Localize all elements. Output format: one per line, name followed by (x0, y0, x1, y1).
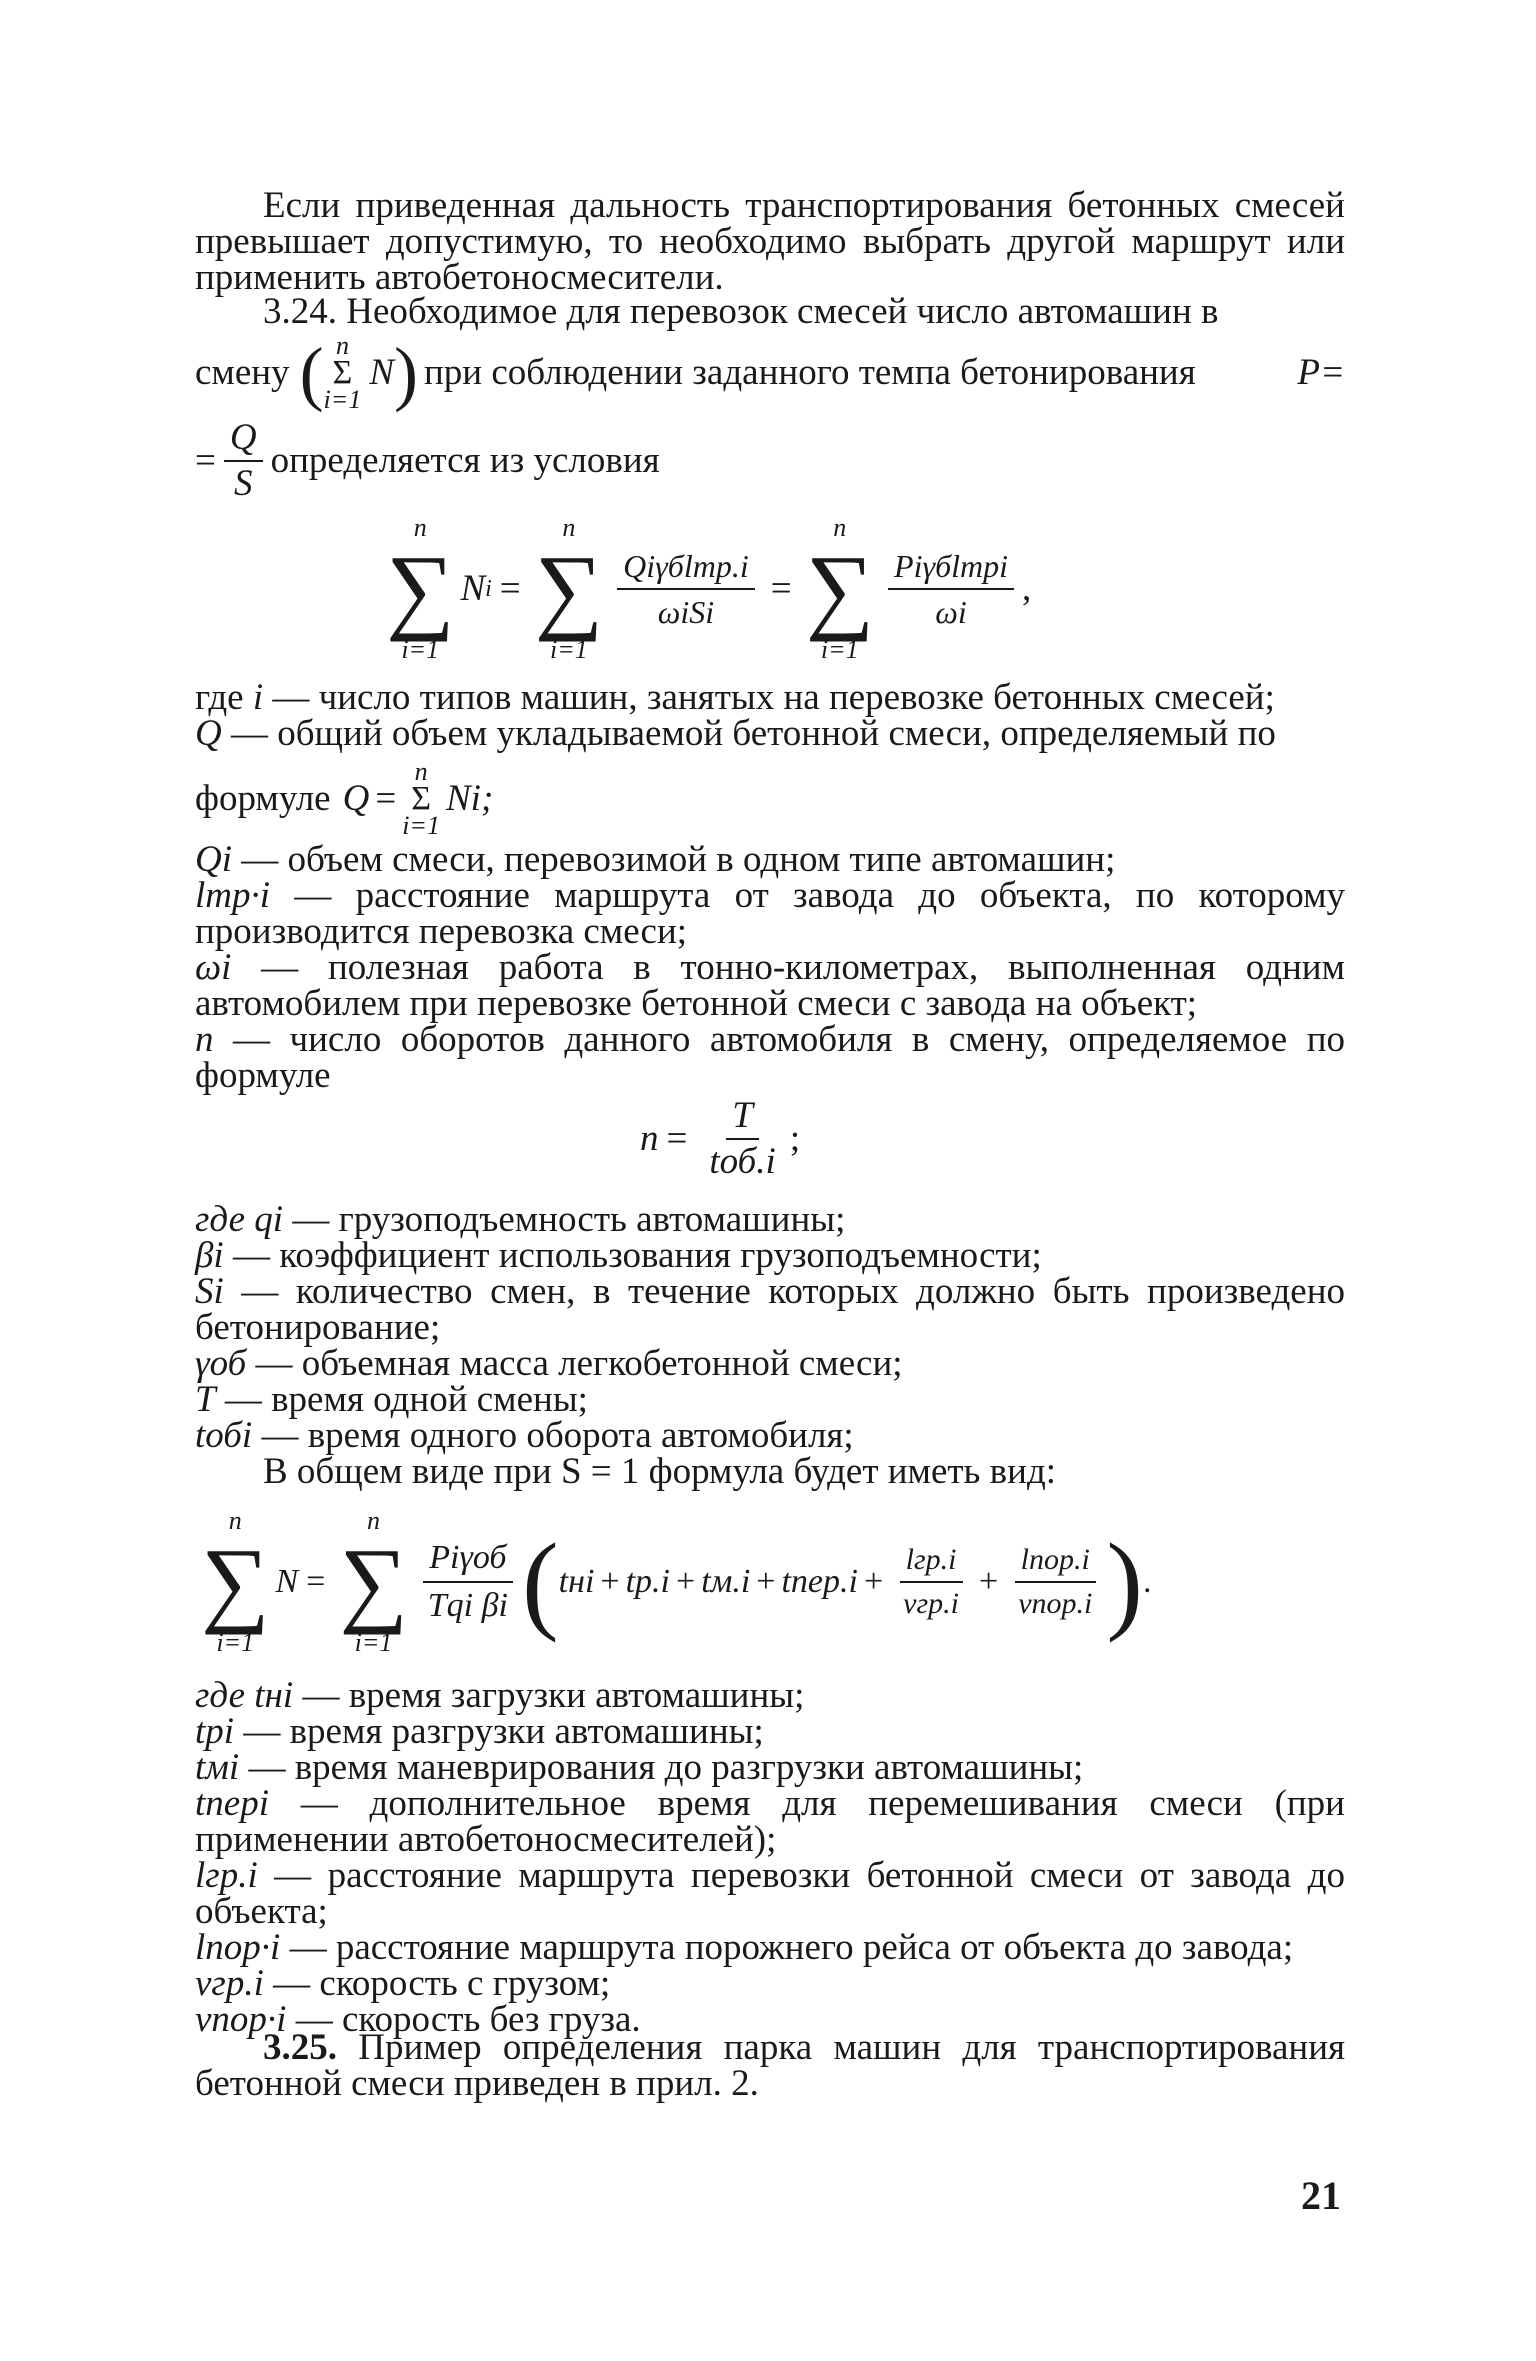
sum-1 (201, 1508, 269, 1656)
var-N: N (369, 352, 395, 393)
frac-den: S (233, 463, 253, 504)
def-sym: T (195, 1379, 216, 1420)
def-Q (195, 713, 1345, 754)
frac-num: lгр.i (900, 1543, 963, 1583)
section-3-24-line3 (195, 417, 660, 504)
sigma-icon: ∑ (386, 535, 455, 642)
sigma-icon: ∑ (339, 1528, 408, 1635)
eq: = (306, 1563, 326, 1600)
sigma-icon: ∑ (805, 535, 875, 642)
plus: + (600, 1563, 620, 1600)
trail: , (1022, 568, 1032, 609)
def-sym: где qi (195, 1199, 284, 1240)
frac-num: Piγбlтрi (888, 548, 1014, 590)
def-text: — время разгрузки автомашины; (234, 1711, 764, 1752)
plus: + (676, 1563, 696, 1600)
eq-sign: = (195, 440, 216, 481)
def-text: — дополнительное время для перемешивания смеси (при применении автобетоносмесителей); (195, 1783, 1345, 1860)
sum-upper: n (833, 513, 847, 542)
word-smenu: смену (195, 352, 290, 393)
sum-lower: i=1 (323, 385, 362, 414)
def-text: — скорость без груза. (286, 1999, 641, 2040)
eq: = (770, 568, 792, 609)
eq: = (666, 1118, 688, 1159)
frac-num: Q (224, 420, 263, 462)
plus: + (979, 1563, 999, 1600)
num-Q: Q (623, 548, 647, 584)
def-sym: lтр·i (195, 875, 271, 916)
sigma-icon: ∑ (534, 535, 604, 642)
def-text: — время загрузки автомашины; (293, 1675, 805, 1716)
sigma-icon: ∑ (201, 1528, 270, 1635)
def-tper (195, 1783, 1345, 1860)
def-text: — расстояние маршрута перевозки бетонной смеси от завода до объекта; (195, 1855, 1345, 1932)
def-text: — полезная работа в тонно-километрах, выполненная одним автомобилем при перевозке бетонной смеси с завода на объект; (195, 947, 1345, 1024)
def-Si (195, 1271, 1345, 1348)
def-text: — объем смеси, перевозимой в одном типе автомашин; (232, 839, 1116, 880)
sum-upper: n (562, 513, 576, 542)
fraction-main (422, 1539, 514, 1625)
frac-num: T (726, 1098, 759, 1140)
def-qi (195, 1199, 1345, 1240)
rhs: Ni; (445, 778, 494, 819)
def-beta (195, 1235, 1345, 1276)
line2-after: при соблюдении заданного темпа бетонирования (424, 352, 1196, 393)
trail: . (1142, 1563, 1152, 1600)
def-sym: Q (195, 713, 222, 754)
def-sym: tмi (195, 1747, 240, 1788)
small-sum (402, 757, 440, 840)
sum-upper: n (413, 513, 427, 542)
right-paren: ) (394, 333, 418, 413)
def-text: — время одного оборота автомобиля; (252, 1415, 854, 1456)
t-mix: tпер.i (781, 1563, 858, 1600)
def-text: — время одной смены; (215, 1379, 588, 1420)
def-sym: где tнi (195, 1675, 294, 1716)
def-text: — общий объем укладываемой бетонной смеси, определяемый по (221, 713, 1276, 754)
fraction-2 (888, 548, 1014, 630)
def-text: — время маневрирования до разгрузки автомашины; (239, 1747, 1084, 1788)
sum-lower: i=1 (216, 1628, 255, 1657)
def-sym: n (195, 1019, 214, 1060)
def-text: — число типов машин, занятых на перевозке бетонных смесей; (263, 677, 1275, 718)
section-3-25-text: Пример определения парка машин для транспортирования бетонной смеси приведен в прил. 2. (195, 2027, 1346, 2104)
t-maneuver: tм.i (701, 1563, 751, 1600)
def-sym: vпор·i (195, 1999, 287, 2040)
formula-Q (195, 757, 494, 840)
frac-den: vпор.i (1018, 1587, 1093, 1620)
sum-upper: n (228, 1506, 242, 1535)
sum-lower: i=1 (354, 1628, 393, 1657)
fraction-n (703, 1095, 781, 1182)
def-vgr (195, 1963, 1345, 2004)
var-P: P= (1297, 352, 1345, 393)
sum-2 (535, 515, 603, 663)
def-text: — расстояние маршрута порожнего рейса от объекта до завода; (280, 1927, 1294, 1968)
def-text: — расстояние маршрута от завода до объекта, по которому производится перевозка смеси; (195, 875, 1345, 952)
def-text: — коэффициент использования грузоподъемности; (223, 1235, 1042, 1276)
fraction-Q-S (224, 417, 263, 504)
left-paren: ( (299, 333, 324, 413)
def-text: — количество смен, в течение которых должно быть произведено бетонирование; (195, 1271, 1345, 1348)
frac-den: Tqi βi (427, 1587, 508, 1624)
section-3-24-heading (195, 291, 1345, 332)
frac-num (617, 548, 755, 590)
def-text: — скорость с грузом; (263, 1963, 611, 2004)
num-rest: iγбlтр.i (646, 548, 749, 584)
section-number: 3.24. (263, 291, 337, 332)
t-load: tнi (558, 1563, 595, 1600)
eq: = (499, 568, 521, 609)
def-lpor (195, 1927, 1345, 1968)
fraction-1 (617, 548, 755, 630)
sum-lower: i=1 (820, 635, 859, 664)
plus: + (863, 1563, 884, 1600)
def-sym: vгр.i (195, 1963, 264, 2004)
frac-den: ωi (935, 594, 967, 630)
formula-n (640, 1095, 801, 1182)
lhs-sub: i (485, 576, 492, 602)
sum-lower: i=1 (402, 811, 440, 840)
def-sym: βi (195, 1235, 224, 1276)
sum-lower: i=1 (550, 635, 588, 664)
fraction-empty (1012, 1543, 1098, 1621)
def-i: где i — число типов машин, занятых на перевозке бетонных смесей; (195, 677, 1275, 718)
def-tm (195, 1747, 1345, 1788)
lhs-n: n (640, 1118, 659, 1159)
def-tp (195, 1711, 1345, 1752)
def-text: — число оборотов данного автомобиля в смену, определяемое по формуле (195, 1019, 1345, 1096)
def-sym: ωi (195, 947, 232, 988)
section-number: 3.25. (263, 2027, 337, 2068)
page-number: 21 (1301, 2173, 1341, 2218)
def-sym: Qi (195, 839, 232, 880)
lhs-N: N (460, 568, 486, 609)
def-sym: i (252, 677, 264, 718)
plus: + (756, 1563, 776, 1600)
right-paren: ) (1106, 1521, 1143, 1643)
def-sym: lгр.i (195, 1855, 258, 1896)
def-tn (195, 1675, 1345, 1716)
def-ltr (195, 875, 1345, 952)
intro-paragraph (195, 185, 1345, 298)
frac-num: lпор.i (1015, 1543, 1096, 1583)
left-paren: ( (522, 1521, 559, 1643)
sum-upper: n (414, 757, 428, 786)
intro-text: Если приведенная дальность транспортирования бетонных смесей превышает допустимую, то необходимо выбрать другой маршрут или применить автобетоносмесители. (195, 185, 1345, 298)
formula-1 (380, 515, 1031, 663)
sum-lower: i=1 (401, 635, 440, 664)
def-omega (195, 947, 1345, 1024)
def-tob (195, 1415, 1345, 1456)
def-lgr (195, 1855, 1345, 1932)
def-text: — грузоподъемность автомашины; (283, 1199, 846, 1240)
fraction-loaded (897, 1543, 965, 1621)
def-n (195, 1019, 1345, 1096)
frac-den: vгр.i (903, 1587, 959, 1620)
frac-den: ωiSi (657, 594, 715, 630)
def-sym: tперi (195, 1783, 269, 1824)
def-sym: γоб (195, 1343, 247, 1384)
sum-symbol: Σ (411, 780, 431, 817)
general-form: В общем виде при S = 1 формула будет иметь вид: (263, 1451, 1057, 1492)
sum-2 (339, 1508, 407, 1656)
sum-1 (386, 515, 454, 663)
lhs-N: N (275, 1563, 299, 1600)
def-T (195, 1379, 1345, 1420)
sum-upper: n (367, 1506, 381, 1535)
defs-block-4 (195, 1675, 1345, 2040)
def-sym: tрi (195, 1711, 235, 1752)
def-text: — объемная масса легкобетонной смеси; (246, 1343, 903, 1384)
def-sym: lпор·i (195, 1927, 281, 1968)
frac-num: Piγоб (423, 1539, 512, 1583)
line3-text: определяется из условия (270, 440, 660, 481)
section-3-24-line2 (195, 331, 1345, 414)
defs-block-2 (195, 839, 1345, 1096)
def-sym: Si (195, 1271, 224, 1312)
lhs-Q: Q (342, 778, 370, 819)
prefix: формуле (195, 778, 331, 819)
def-Qi (195, 839, 1345, 880)
t-unload: tр.i (625, 1563, 670, 1600)
trail: ; (789, 1118, 801, 1159)
section-3-24-line1: Необходимое для перевозок смесей число автомашин в (346, 291, 1219, 332)
defs-block-3 (195, 1199, 1345, 1492)
defs-block-1 (195, 677, 1345, 754)
def-sym: tобi (195, 1415, 253, 1456)
frac-den: tоб.i (709, 1141, 776, 1182)
sum-symbol: Σ (332, 354, 353, 391)
small-sum (323, 331, 362, 414)
sum-3 (806, 515, 874, 663)
section-3-25 (195, 2027, 1346, 2104)
sum-upper: n (335, 331, 349, 360)
formula-2 (195, 1508, 1151, 1656)
eq: = (375, 778, 397, 819)
def-gamma (195, 1343, 1345, 1384)
